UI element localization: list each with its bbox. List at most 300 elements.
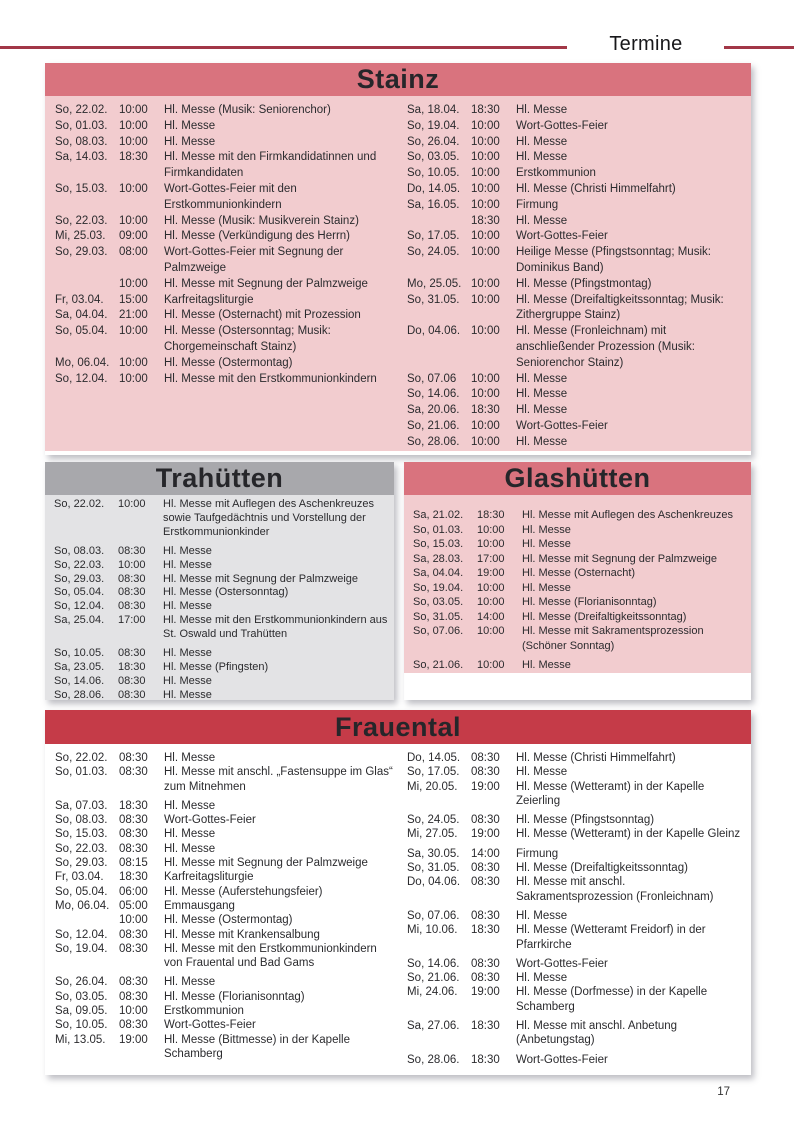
event-date: So, 22.02. <box>55 752 108 764</box>
event-time: 09:00 <box>119 230 148 243</box>
event-text: Hl. Messe (Fronleichnam) mit anschließender Prozession (Musik: Seniorenchor Stainz) <box>516 325 695 369</box>
event-time: 17:00 <box>477 552 505 565</box>
event-time: 19:00 <box>119 1033 148 1046</box>
event-column <box>54 498 390 700</box>
event-date: Sa, 30.05. <box>407 847 460 860</box>
event-row <box>55 975 393 989</box>
event-time: 10:00 <box>119 325 148 338</box>
event-text: Erstkommunion <box>516 167 596 180</box>
section-trahuetten-body <box>45 495 394 700</box>
event-date: Sa, 27.06. <box>407 1020 460 1033</box>
event-time: 10:00 <box>471 277 500 290</box>
event-date: Sa, 16.05. <box>407 198 460 211</box>
event-date: So, 19.04. <box>407 119 460 132</box>
event-time: 08:30 <box>119 928 148 941</box>
event-date: So, 01.03. <box>55 119 108 132</box>
event-row <box>407 751 745 765</box>
event-date: So, 28.06. <box>54 688 105 700</box>
event-time: 08:30 <box>119 842 148 855</box>
event-text: Hl. Messe <box>164 799 216 812</box>
event-row <box>407 971 745 985</box>
event-time: 10:00 <box>119 119 148 132</box>
event-row <box>55 765 393 794</box>
event-date: So, 14.06. <box>407 388 460 401</box>
section-stainz <box>45 63 751 455</box>
event-row <box>407 403 745 419</box>
event-text: Hl. Messe (Auferstehungsfeier) <box>164 885 323 898</box>
event-time: 19:00 <box>477 567 505 579</box>
event-text: Hl. Messe <box>522 538 571 550</box>
event-date: So, 29.03. <box>55 246 108 259</box>
event-date: So, 14.06. <box>54 674 105 687</box>
event-date: So, 21.06. <box>413 659 464 671</box>
event-date: Sa, 04.04. <box>55 309 108 322</box>
event-text: Hl. Messe mit den Erstkommunionkindern von Frauental und Bad Gams <box>164 942 377 970</box>
event-time: 18:30 <box>119 871 148 884</box>
section-frauental <box>45 710 751 1075</box>
event-time: 08:30 <box>119 828 148 841</box>
section-stainz-body <box>45 96 751 451</box>
event-text: Karfreitagsliturgie <box>164 293 254 306</box>
event-row <box>54 573 390 587</box>
event-time: 08:30 <box>119 990 148 1003</box>
event-row <box>55 813 393 827</box>
event-row <box>55 293 393 309</box>
event-time: 10:00 <box>471 135 500 148</box>
event-row <box>55 799 393 813</box>
event-row <box>54 661 390 675</box>
header-rule-right <box>724 46 794 49</box>
event-time: 08:30 <box>118 600 146 613</box>
event-row <box>55 899 393 913</box>
event-date: Mi, 24.06. <box>407 986 458 999</box>
event-date: So, 12.04. <box>55 372 108 385</box>
event-text: Hl. Messe (Dreifaltigkeitssonntag) <box>516 862 688 875</box>
section-glashuetten-body <box>404 495 751 673</box>
event-text: Hl. Messe <box>516 135 568 148</box>
event-time: 18:30 <box>471 214 500 227</box>
event-row <box>55 1004 393 1018</box>
event-text: Hl. Messe <box>516 104 568 116</box>
event-row <box>407 245 745 277</box>
event-date: So, 17.05. <box>407 230 460 243</box>
event-text: Hl. Messe (Florianisonntag) <box>164 990 305 1003</box>
event-time: 10:00 <box>471 246 500 259</box>
event-time: 19:00 <box>471 828 500 841</box>
event-date: Sa, 21.02. <box>413 509 464 521</box>
event-text: Hl. Messe (Dreifaltigkeitssonntag; Musik: Zithergruppe Stainz) <box>516 293 724 322</box>
event-time: 08:30 <box>119 766 148 779</box>
event-date: Sa, 28.03. <box>413 552 464 565</box>
event-time: 08:30 <box>119 1019 148 1032</box>
event-text: Hl. Messe <box>516 151 568 164</box>
event-row <box>407 182 745 198</box>
event-date: Sa, 09.05. <box>55 1005 108 1018</box>
event-text: Hl. Messe <box>522 581 571 594</box>
event-text: Hl. Messe <box>522 523 571 536</box>
event-text: Hl. Messe (Wetteramt) in der Kapelle Gleinz <box>516 828 741 841</box>
event-text: Hl. Messe (Wetteramt) in der Kapelle Zeierling <box>516 780 705 807</box>
event-time: 08:30 <box>118 586 146 599</box>
event-date: So, 12.04. <box>54 600 105 613</box>
event-text: Hl. Messe <box>163 544 212 557</box>
event-row <box>407 435 745 451</box>
event-text: Hl. Messe mit Segnung der Palmzweige <box>164 277 368 290</box>
event-row <box>54 498 390 540</box>
event-text: Wort-Gottes-Feier <box>164 1019 256 1032</box>
section-glashuetten-title: Glashütten <box>504 463 651 493</box>
event-text: Hl. Messe <box>164 119 216 132</box>
event-row <box>54 675 390 689</box>
event-row <box>54 600 390 614</box>
event-date: So, 03.05. <box>55 990 108 1003</box>
event-date: So, 29.03. <box>54 572 105 585</box>
event-row <box>413 595 747 610</box>
event-row <box>407 293 745 325</box>
event-row <box>55 214 393 230</box>
event-time: 14:00 <box>477 610 505 623</box>
event-date: So, 26.04. <box>407 135 460 148</box>
event-date: Mi, 10.06. <box>407 924 458 937</box>
event-text: Hl. Messe mit anschl. Anbetung (Anbetungstag) <box>516 1020 678 1047</box>
event-row <box>407 1019 745 1048</box>
event-time: 10:00 <box>119 372 148 385</box>
event-row <box>413 523 747 538</box>
event-time: 10:00 <box>119 356 148 369</box>
event-text: Hl. Messe <box>164 842 216 855</box>
event-time: 10:00 <box>471 167 500 180</box>
event-date: Sa, 18.04. <box>407 104 460 116</box>
event-time: 08:30 <box>471 862 500 875</box>
event-row <box>54 647 390 661</box>
event-text: Hl. Messe (Verkündigung des Herrn) <box>164 230 350 243</box>
event-row <box>407 827 745 841</box>
event-text: Hl. Messe <box>516 435 568 448</box>
event-date: Mo, 06.04. <box>55 899 110 912</box>
event-row <box>55 913 393 927</box>
event-text: Hl. Messe mit Sakramentsprozession (Schöner Sonntag) <box>522 625 704 652</box>
event-date: So, 12.04. <box>55 928 108 941</box>
event-text: Hl. Messe <box>163 647 212 660</box>
section-stainz-header <box>45 63 751 96</box>
event-date: So, 24.05. <box>407 246 460 259</box>
event-date: So, 17.05. <box>407 766 460 779</box>
event-date: So, 15.03. <box>413 538 464 550</box>
event-row <box>55 277 393 293</box>
event-text: Hl. Messe (Dreifaltigkeitssonntag) <box>522 610 687 623</box>
event-row <box>407 957 745 971</box>
event-date: So, 22.02. <box>55 104 108 116</box>
event-text: Erstkommunion <box>164 1005 244 1018</box>
event-time: 18:30 <box>471 1053 500 1066</box>
event-date: So, 22.03. <box>55 842 108 855</box>
event-date: So, 21.06. <box>407 419 460 432</box>
event-date: So, 07.06 <box>407 372 457 385</box>
event-date: Fr, 03.04. <box>55 871 104 884</box>
event-date: Mo, 25.05. <box>407 277 462 290</box>
event-time: 10:00 <box>118 498 146 510</box>
event-time: 18:30 <box>119 151 148 164</box>
event-time: 10:00 <box>477 523 505 536</box>
event-time: 05:00 <box>119 899 148 912</box>
event-time: 14:00 <box>471 847 500 860</box>
event-date: Sa, 20.06. <box>407 404 460 417</box>
event-row <box>407 419 745 435</box>
event-row <box>407 387 745 403</box>
event-row <box>55 942 393 971</box>
event-row <box>55 842 393 856</box>
event-row <box>55 856 393 870</box>
event-time: 10:00 <box>119 1005 148 1018</box>
section-frauental-header <box>45 710 751 744</box>
event-text: Heilige Messe (Pfingstsonntag; Musik: Dominikus Band) <box>516 246 711 274</box>
event-text: Hl. Messe <box>516 972 568 985</box>
event-date: So, 31.05. <box>407 862 460 875</box>
section-glashuetten-header <box>404 462 751 495</box>
event-time: 18:30 <box>477 509 505 521</box>
event-row <box>413 658 747 673</box>
event-time: 08:30 <box>471 752 500 764</box>
event-time: 18:30 <box>118 660 146 673</box>
event-time: 08:30 <box>118 544 146 557</box>
event-row <box>407 198 745 214</box>
event-time: 08:30 <box>471 766 500 779</box>
event-text: Hl. Messe <box>164 135 216 148</box>
event-date: So, 22.02. <box>54 498 105 510</box>
event-date: So, 08.03. <box>55 135 108 148</box>
event-row <box>407 765 745 779</box>
event-row <box>55 324 393 356</box>
event-row <box>55 119 393 135</box>
event-row <box>55 885 393 899</box>
event-time: 10:00 <box>119 182 148 195</box>
event-row <box>55 1033 393 1062</box>
event-row <box>407 909 745 923</box>
event-row <box>407 372 745 388</box>
event-row <box>407 1053 745 1067</box>
event-date: Do, 14.05. <box>407 182 461 195</box>
event-text: Hl. Messe mit den Erstkommunionkindern <box>164 372 377 385</box>
event-date: So, 26.04. <box>55 976 108 989</box>
event-row <box>55 928 393 942</box>
event-date: So, 05.04. <box>55 885 108 898</box>
event-row <box>407 166 745 182</box>
event-text: Hl. Messe (Florianisonntag) <box>522 596 657 608</box>
event-text: Hl. Messe <box>163 674 212 687</box>
event-text: Hl. Messe <box>164 828 216 841</box>
event-date: So, 01.03. <box>55 766 108 779</box>
event-date: Do, 04.06. <box>407 876 461 889</box>
event-row <box>407 813 745 827</box>
event-text: Hl. Messe mit Segnung der Palmzweige <box>163 572 359 585</box>
event-text: Wort-Gottes-Feier mit Segnung der Palmzweige <box>164 246 344 274</box>
event-text: Hl. Messe mit Segnung der Palmzweige <box>522 552 718 565</box>
event-date: So, 07.06. <box>413 625 464 637</box>
event-row <box>413 566 747 581</box>
header-rule-left <box>0 46 567 49</box>
event-row <box>55 308 393 324</box>
event-row <box>55 372 393 388</box>
event-row <box>407 214 745 230</box>
event-text: Hl. Messe (Ostermontag) <box>164 914 293 927</box>
event-row <box>55 103 393 119</box>
event-row <box>55 182 393 214</box>
event-text: Firmung <box>516 198 559 211</box>
event-time: 10:00 <box>471 119 500 132</box>
event-text: Hl. Messe <box>516 909 568 922</box>
event-text: Hl. Messe (Bittmesse) in der Kapelle Schamberg <box>164 1033 350 1060</box>
event-time: 19:00 <box>471 780 500 793</box>
event-date: So, 03.05. <box>407 151 460 164</box>
event-date: Sa, 14.03. <box>55 151 108 164</box>
event-row <box>407 150 745 166</box>
event-row <box>55 870 393 884</box>
event-row <box>407 923 745 952</box>
event-row <box>407 861 745 875</box>
event-time: 17:00 <box>118 614 146 627</box>
event-row <box>413 581 747 596</box>
event-row <box>407 875 745 904</box>
event-date: So, 14.06. <box>407 957 460 970</box>
event-time: 08:30 <box>118 572 146 585</box>
event-time: 18:30 <box>471 924 500 937</box>
event-time: 18:30 <box>471 1020 500 1033</box>
event-row <box>407 277 745 293</box>
event-time: 08:30 <box>471 876 500 889</box>
event-time: 08:00 <box>119 246 148 259</box>
event-time: 08:30 <box>471 909 500 922</box>
section-trahuetten-title: Trahütten <box>155 463 284 493</box>
event-date: Mi, 27.05. <box>407 828 458 841</box>
event-row <box>413 537 747 552</box>
event-text: Wort-Gottes-Feier <box>516 230 608 243</box>
event-text: Hl. Messe <box>516 388 568 401</box>
section-glashuetten <box>404 462 751 700</box>
event-row <box>54 689 390 700</box>
event-date: So, 21.06. <box>407 972 460 985</box>
event-date <box>55 277 119 293</box>
event-time: 10:00 <box>471 151 500 164</box>
event-date: So, 08.03. <box>55 814 108 827</box>
event-text: Hl. Messe (Ostermontag) <box>164 356 293 369</box>
event-text: Emmausgang <box>164 899 235 912</box>
event-date: So, 10.05. <box>55 1019 108 1032</box>
event-date: So, 15.03. <box>55 828 108 841</box>
event-date <box>407 214 471 230</box>
event-text: Wort-Gottes-Feier <box>516 119 608 132</box>
event-date: Sa, 04.04. <box>413 567 464 579</box>
event-row <box>407 324 745 371</box>
event-text: Hl. Messe mit Krankensalbung <box>164 928 320 941</box>
event-date: Mi, 25.03. <box>55 230 106 243</box>
event-date: So, 05.04. <box>55 325 108 338</box>
event-time: 19:00 <box>471 986 500 999</box>
event-time: 08:30 <box>118 674 146 687</box>
event-text: Wort-Gottes-Feier mit den Erstkommunionkindern <box>164 182 297 211</box>
event-row <box>413 552 747 567</box>
event-time: 08:30 <box>119 752 148 764</box>
event-text: Hl. Messe <box>516 766 568 779</box>
event-time: 10:00 <box>477 596 505 608</box>
event-time: 10:00 <box>119 214 148 227</box>
event-time: 10:00 <box>477 581 505 594</box>
event-date: Do, 14.05. <box>407 752 461 764</box>
event-row <box>54 559 390 573</box>
event-date: So, 10.05. <box>54 647 105 660</box>
event-date: So, 29.03. <box>55 857 108 870</box>
event-time: 08:30 <box>118 647 146 660</box>
event-column <box>413 508 747 673</box>
event-date: So, 28.06. <box>407 435 460 448</box>
event-text: Wort-Gottes-Feier <box>516 957 608 970</box>
event-date: So, 01.03. <box>413 523 464 536</box>
event-text: Hl. Messe mit anschl. Sakramentsprozession (Fronleichnam) <box>516 876 714 903</box>
event-text: Hl. Messe <box>163 600 212 613</box>
event-text: Hl. Messe mit Auflegen des Aschenkreuzes <box>522 509 733 521</box>
event-text: Hl. Messe (Pfingsten) <box>163 660 269 673</box>
event-text: Hl. Messe mit den Firmkandidatinnen und Firmkandidaten <box>164 151 377 180</box>
event-date: So, 19.04. <box>413 581 464 594</box>
event-date: Fr, 03.04. <box>55 293 104 306</box>
event-time: 08:30 <box>119 814 148 827</box>
event-row <box>55 356 393 372</box>
event-time: 10:00 <box>477 625 505 637</box>
event-time: 10:00 <box>471 182 500 195</box>
event-time: 18:30 <box>119 799 148 812</box>
event-text: Hl. Messe (Ostersonntag; Musik: Chorgemeinschaft Stainz) <box>164 325 331 353</box>
event-row <box>413 624 747 653</box>
event-time: 10:00 <box>471 198 500 211</box>
event-text: Hl. Messe (Dorfmesse) in der Kapelle Schamberg <box>516 986 708 1013</box>
event-date: Mi, 13.05. <box>55 1033 106 1046</box>
event-time: 06:00 <box>119 885 148 898</box>
event-row <box>413 508 747 523</box>
event-date: So, 31.05. <box>407 293 460 306</box>
event-date: Sa, 25.04. <box>54 614 105 627</box>
event-text: Hl. Messe mit Auflegen des Aschenkreuzes sowie Taufgedächtnis und Vorstellung der Erstkommunionkinder <box>163 498 374 538</box>
event-text: Hl. Messe mit den Erstkommunionkindern aus St. Oswald und Trahütten <box>163 614 388 641</box>
event-time: 21:00 <box>119 309 148 322</box>
event-date: So, 28.06. <box>407 1053 460 1066</box>
event-date: Mo, 06.04. <box>55 356 110 369</box>
event-date <box>55 913 119 927</box>
section-frauental-title: Frauental <box>334 711 462 742</box>
event-row <box>407 119 745 135</box>
event-date: So, 19.04. <box>55 942 108 955</box>
event-row <box>407 135 745 151</box>
event-time: 08:30 <box>119 942 148 955</box>
event-row <box>55 990 393 1004</box>
event-row <box>55 150 393 182</box>
event-row <box>55 245 393 277</box>
event-text: Hl. Messe (Osternacht) mit Prozession <box>164 309 361 322</box>
event-text: Hl. Messe (Pfingstmontag) <box>516 277 652 290</box>
event-text: Hl. Messe (Musik: Seniorenchor) <box>164 104 331 116</box>
event-date: So, 24.05. <box>407 814 460 827</box>
event-row <box>55 1018 393 1032</box>
event-time: 08:15 <box>119 857 148 870</box>
event-column <box>55 751 393 1067</box>
event-time: 10:00 <box>118 558 146 571</box>
event-date: So, 05.04. <box>54 586 105 599</box>
event-time: 10:00 <box>471 372 500 385</box>
event-text: Wort-Gottes-Feier <box>516 419 608 432</box>
event-text: Hl. Messe <box>522 659 571 671</box>
event-time: 10:00 <box>471 435 500 448</box>
event-time: 08:30 <box>118 688 146 700</box>
event-time: 10:00 <box>119 135 148 148</box>
event-time: 08:30 <box>471 972 500 985</box>
